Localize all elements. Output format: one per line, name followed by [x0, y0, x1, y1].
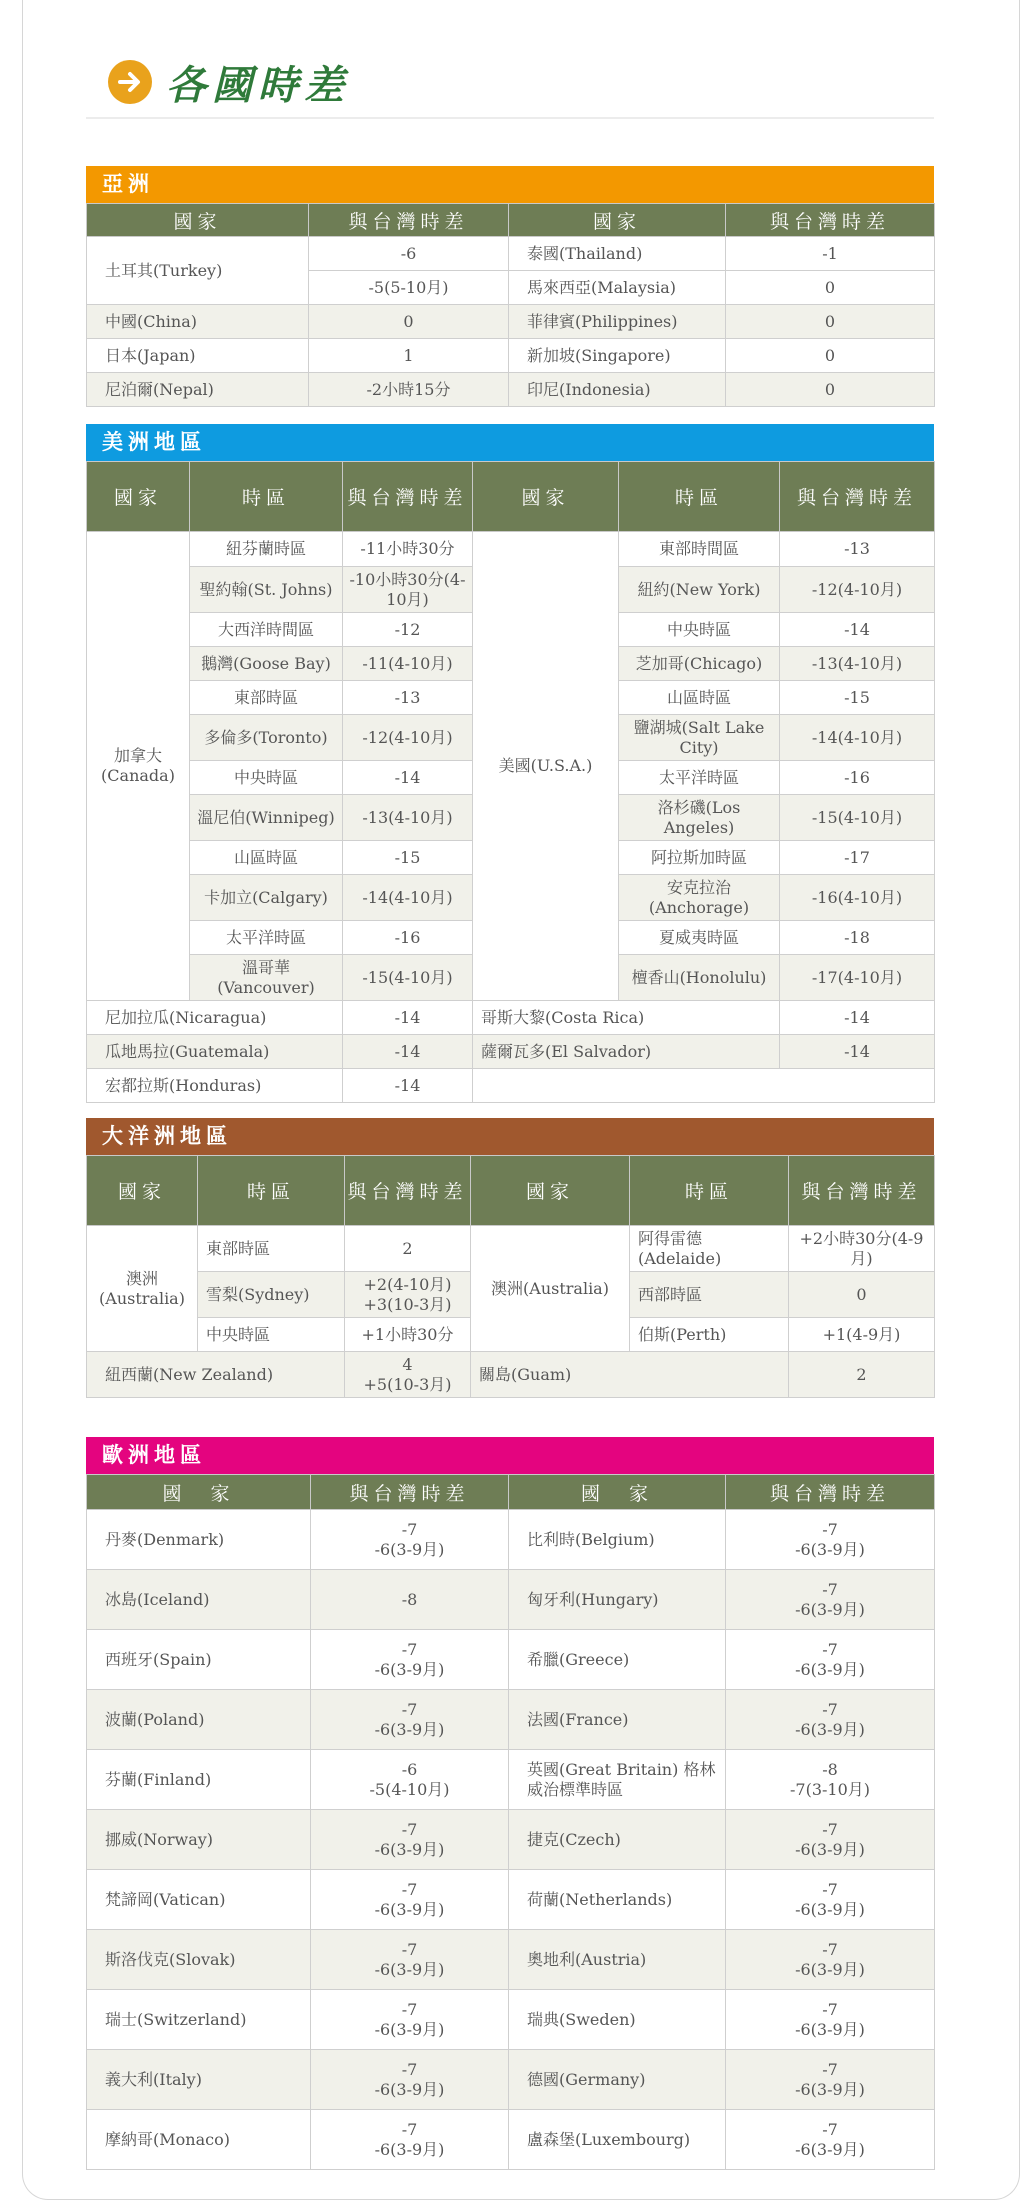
- zone-cell: 紐約(New York): [619, 567, 780, 613]
- table-row: [87, 1870, 935, 1930]
- diff-cell: [726, 1570, 935, 1630]
- table-row: [87, 2050, 935, 2110]
- zone-cell: 溫尼伯(Winnipeg): [190, 795, 343, 841]
- americas-section: [86, 424, 934, 1103]
- country-cell: 土耳其(Turkey): [87, 237, 309, 305]
- country-cell: 宏都拉斯(Honduras): [87, 1069, 343, 1103]
- page-title: 各國時差: [166, 62, 350, 109]
- zone-cell: 檀香山(Honolulu): [619, 955, 780, 1001]
- diff-cell: -12(4-10月): [780, 567, 935, 613]
- diff-cell: 0: [726, 271, 935, 305]
- diff-cell: -14: [780, 1001, 935, 1035]
- country-cell: 盧森堡(Luxembourg): [509, 2110, 726, 2170]
- zone-cell: 中央時區: [198, 1318, 345, 1352]
- title-divider: [86, 117, 934, 119]
- diff-cell: [726, 2050, 935, 2110]
- empty-cell: [473, 1069, 935, 1103]
- country-cell: 馬來西亞(Malaysia): [509, 271, 726, 305]
- zone-cell: 鹽湖城(Salt Lake City): [619, 715, 780, 761]
- country-cell: 奧地利(Austria): [509, 1930, 726, 1990]
- country-cell: 新加坡(Singapore): [509, 339, 726, 373]
- diff-cell: [311, 1570, 509, 1630]
- table-row: [87, 1930, 935, 1990]
- zone-cell: 溫哥華(Vancouver): [190, 955, 343, 1001]
- country-cell: 尼泊爾(Nepal): [87, 373, 309, 407]
- diff-cell: [311, 1630, 509, 1690]
- column-header: 與台灣時差: [309, 204, 509, 237]
- diff-line: 4: [402, 1354, 413, 1374]
- table-row: [87, 1069, 935, 1103]
- diff-cell: -15(4-10月): [343, 955, 473, 1001]
- diff-cell: [726, 1870, 935, 1930]
- diff-cell: -13: [780, 532, 935, 567]
- column-header: 國 家: [509, 1475, 726, 1510]
- country-cell: 哥斯大黎(Costa Rica): [473, 1001, 780, 1035]
- table-row: [87, 1226, 935, 1272]
- diff-cell: -1: [726, 237, 935, 271]
- country-cell-usa: 美國(U.S.A.): [473, 532, 619, 1001]
- diff-cell: [726, 2110, 935, 2170]
- zone-cell: 鵝灣(Goose Bay): [190, 647, 343, 681]
- zone-cell: 伯斯(Perth): [630, 1318, 789, 1352]
- diff-cell: -13(4-10月): [780, 647, 935, 681]
- diff-line: -6(3-9月): [795, 1599, 865, 1619]
- diff-cell: -15: [780, 681, 935, 715]
- country-cell: 關島(Guam): [471, 1352, 789, 1398]
- diff-line: -7: [822, 1639, 838, 1659]
- zone-cell: 中央時區: [190, 761, 343, 795]
- zone-cell: 芝加哥(Chicago): [619, 647, 780, 681]
- table-row: [87, 1352, 935, 1398]
- diff-cell: -14(4-10月): [343, 875, 473, 921]
- diff-cell: [726, 1630, 935, 1690]
- diff-cell: 0: [789, 1272, 935, 1318]
- column-header: 國家: [87, 204, 309, 237]
- diff-cell: +1(4-9月): [789, 1318, 935, 1352]
- diff-cell: [311, 1510, 509, 1570]
- diff-line: -6: [401, 1759, 418, 1779]
- europe-header: 歐洲地區: [86, 1437, 934, 1474]
- column-header: 時區: [630, 1156, 789, 1226]
- diff-cell: -17: [780, 841, 935, 875]
- table-row: [87, 1035, 935, 1069]
- diff-line: -6(3-9月): [374, 1839, 445, 1859]
- zone-cell: 多倫多(Toronto): [190, 715, 343, 761]
- diff-cell: +2(4-10月) +3(10-3月): [345, 1272, 471, 1318]
- oceania-section: [86, 1118, 934, 1398]
- country-cell: 德國(Germany): [509, 2050, 726, 2110]
- diff-line: -7: [822, 1699, 838, 1719]
- country-cell: 中國(China): [87, 305, 309, 339]
- zone-cell: 聖約翰(St. Johns): [190, 567, 343, 613]
- country-cell: 瑞典(Sweden): [509, 1990, 726, 2050]
- asia-header: 亞洲: [86, 166, 934, 203]
- column-header: 與台灣時差: [726, 1475, 935, 1510]
- table-row: [87, 1690, 935, 1750]
- zone-cell: 阿拉斯加時區: [619, 841, 780, 875]
- diff-cell: [311, 1870, 509, 1930]
- country-cell: 薩爾瓦多(El Salvador): [473, 1035, 780, 1069]
- americas-table: [86, 461, 935, 1103]
- diff-line: -7: [401, 2059, 418, 2079]
- diff-line: -6(3-9月): [795, 1539, 865, 1559]
- diff-line: -6(3-9月): [374, 1659, 445, 1679]
- table-row: [87, 2110, 935, 2170]
- diff-cell: 2: [789, 1352, 935, 1398]
- zone-cell: 雪梨(Sydney): [198, 1272, 345, 1318]
- diff-cell: [726, 1990, 935, 2050]
- zone-cell: 東部時間區: [619, 532, 780, 567]
- diff-line: -7: [822, 1939, 838, 1959]
- zone-cell: 山區時區: [190, 841, 343, 875]
- country-cell: 瑞士(Switzerland): [87, 1990, 311, 2050]
- country-cell: 冰島(Iceland): [87, 1570, 311, 1630]
- diff-line: -7: [822, 1999, 838, 2019]
- country-cell: 瓜地馬拉(Guatemala): [87, 1035, 343, 1069]
- diff-cell: -12(4-10月): [343, 715, 473, 761]
- table-row: [87, 1990, 935, 2050]
- zone-cell: 東部時區: [198, 1226, 345, 1272]
- column-header: 時區: [619, 462, 780, 532]
- diff-cell: -17(4-10月): [780, 955, 935, 1001]
- table-row: [87, 339, 935, 373]
- country-cell: 匈牙利(Hungary): [509, 1570, 726, 1630]
- diff-cell: -18: [780, 921, 935, 955]
- diff-line: -8: [822, 1759, 838, 1779]
- diff-cell: 0: [726, 339, 935, 373]
- oceania-table: [86, 1155, 935, 1398]
- country-cell: 義大利(Italy): [87, 2050, 311, 2110]
- diff-line: -7(3-10月): [789, 1779, 871, 1799]
- page-header: [108, 54, 350, 110]
- column-header: 國 家: [87, 1475, 311, 1510]
- diff-line: -6(3-9月): [795, 2019, 865, 2039]
- diff-cell: [726, 1750, 935, 1810]
- diff-line: -8: [401, 1589, 418, 1609]
- country-cell: 法國(France): [509, 1690, 726, 1750]
- diff-cell: [311, 1990, 509, 2050]
- column-header: 與台灣時差: [343, 462, 473, 532]
- zone-cell: 安克拉治(Anchorage): [619, 875, 780, 921]
- diff-line: -7: [822, 2059, 838, 2079]
- diff-cell: -5(5-10月): [309, 271, 509, 305]
- asia-table: [86, 203, 935, 407]
- diff-line: -6(3-9月): [795, 1899, 865, 1919]
- diff-line: +5(10-3月): [363, 1374, 452, 1394]
- country-cell: 荷蘭(Netherlands): [509, 1870, 726, 1930]
- diff-line: -7: [822, 2119, 838, 2139]
- column-header: 國家: [87, 462, 190, 532]
- diff-line: -6(3-9月): [795, 1959, 865, 1979]
- diff-cell: -14(4-10月): [780, 715, 935, 761]
- country-cell: 梵諦岡(Vatican): [87, 1870, 311, 1930]
- country-cell: 日本(Japan): [87, 339, 309, 373]
- country-cell: 摩納哥(Monaco): [87, 2110, 311, 2170]
- country-cell: 泰國(Thailand): [509, 237, 726, 271]
- diff-line: -7: [822, 1879, 838, 1899]
- diff-cell: -14: [343, 1069, 473, 1103]
- table-row: [87, 305, 935, 339]
- zone-cell: 洛杉磯(Los Angeles): [619, 795, 780, 841]
- country-cell: 希臘(Greece): [509, 1630, 726, 1690]
- diff-line: -7: [401, 1819, 418, 1839]
- diff-cell: +2小時30分(4-9月): [789, 1226, 935, 1272]
- diff-cell: -15(4-10月): [780, 795, 935, 841]
- diff-cell: -13: [343, 681, 473, 715]
- zone-cell: 太平洋時區: [619, 761, 780, 795]
- europe-section: [86, 1437, 934, 2170]
- table-row: [87, 1630, 935, 1690]
- diff-cell: -14: [343, 761, 473, 795]
- country-cell: 斯洛伐克(Slovak): [87, 1930, 311, 1990]
- diff-cell: 0: [726, 373, 935, 407]
- diff-cell: [726, 1690, 935, 1750]
- country-cell-australia: 澳洲(Australia): [471, 1226, 630, 1352]
- americas-header: 美洲地區: [86, 424, 934, 461]
- diff-line: -6(3-9月): [795, 2079, 865, 2099]
- diff-line: -6(3-9月): [795, 2139, 865, 2159]
- diff-cell: [726, 1510, 935, 1570]
- diff-cell: [311, 1930, 509, 1990]
- zone-cell: 卡加立(Calgary): [190, 875, 343, 921]
- country-cell: 挪威(Norway): [87, 1810, 311, 1870]
- diff-line: -6(3-9月): [374, 2079, 445, 2099]
- diff-line: -7: [401, 1999, 418, 2019]
- diff-cell: -14: [780, 613, 935, 647]
- diff-line: -7: [822, 1519, 838, 1539]
- column-header: 與台灣時差: [726, 204, 935, 237]
- diff-line: -6(3-9月): [374, 1539, 445, 1559]
- zone-cell: 中央時區: [619, 613, 780, 647]
- diff-line: -6(3-9月): [795, 1659, 865, 1679]
- country-cell: 捷克(Czech): [509, 1810, 726, 1870]
- country-cell: 英國(Great Britain) 格林威治標準時區: [509, 1750, 726, 1810]
- diff-cell: -12: [343, 613, 473, 647]
- diff-line: -6(3-9月): [795, 1719, 865, 1739]
- table-row: [87, 1001, 935, 1035]
- diff-cell: -13(4-10月): [343, 795, 473, 841]
- country-cell: 芬蘭(Finland): [87, 1750, 311, 1810]
- diff-cell: 2: [345, 1226, 471, 1272]
- diff-line: -5(4-10月): [369, 1779, 450, 1799]
- zone-cell: 夏威夷時區: [619, 921, 780, 955]
- diff-cell: [345, 1352, 471, 1398]
- column-header: 與台灣時差: [311, 1475, 509, 1510]
- table-row: [87, 1810, 935, 1870]
- diff-line: -7: [401, 1699, 418, 1719]
- column-header: 與台灣時差: [789, 1156, 935, 1226]
- diff-cell: [311, 2050, 509, 2110]
- diff-cell: -6: [309, 237, 509, 271]
- diff-line: -6(3-9月): [374, 1719, 445, 1739]
- diff-line: -7: [401, 1519, 418, 1539]
- diff-line: -6(3-9月): [795, 1839, 865, 1859]
- column-header: 與台灣時差: [345, 1156, 471, 1226]
- country-cell: 菲律賓(Philippines): [509, 305, 726, 339]
- asia-section: [86, 166, 934, 407]
- column-header: 國家: [87, 1156, 198, 1226]
- diff-cell: [311, 2110, 509, 2170]
- zone-cell: 大西洋時間區: [190, 613, 343, 647]
- diff-cell: [726, 1930, 935, 1990]
- table-row: [87, 1570, 935, 1630]
- diff-cell: 1: [309, 339, 509, 373]
- diff-line: -7: [401, 1639, 418, 1659]
- arrow-right-icon: [108, 60, 152, 104]
- column-header: 國家: [471, 1156, 630, 1226]
- europe-table: [86, 1474, 935, 2170]
- column-header: 國家: [473, 462, 619, 532]
- table-row: [87, 237, 935, 271]
- zone-cell: 西部時區: [630, 1272, 789, 1318]
- country-cell-canada: 加拿大(Canada): [87, 532, 190, 1001]
- diff-cell: -2小時15分: [309, 373, 509, 407]
- country-cell: 比利時(Belgium): [509, 1510, 726, 1570]
- zone-cell: 東部時區: [190, 681, 343, 715]
- oceania-header: 大洋洲地區: [86, 1118, 934, 1155]
- diff-line: -6(3-9月): [374, 2139, 445, 2159]
- diff-cell: 0: [726, 305, 935, 339]
- country-cell-australia: 澳洲(Australia): [87, 1226, 198, 1352]
- diff-line: -7: [401, 2119, 418, 2139]
- diff-line: -6(3-9月): [374, 2019, 445, 2039]
- diff-cell: -14: [343, 1001, 473, 1035]
- country-cell: 波蘭(Poland): [87, 1690, 311, 1750]
- diff-line: -6(3-9月): [374, 1899, 445, 1919]
- country-cell: 丹麥(Denmark): [87, 1510, 311, 1570]
- diff-cell: [311, 1750, 509, 1810]
- table-row: [87, 1750, 935, 1810]
- diff-cell: +1小時30分: [345, 1318, 471, 1352]
- column-header: 與台灣時差: [780, 462, 935, 532]
- diff-line: -7: [401, 1879, 418, 1899]
- table-row: [87, 1510, 935, 1570]
- diff-line: -6(3-9月): [374, 1959, 445, 1979]
- diff-cell: -16(4-10月): [780, 875, 935, 921]
- table-row: [87, 532, 935, 567]
- diff-cell: -16: [780, 761, 935, 795]
- country-cell: 紐西蘭(New Zealand): [87, 1352, 345, 1398]
- diff-cell: -16: [343, 921, 473, 955]
- diff-cell: 0: [309, 305, 509, 339]
- table-row: [87, 373, 935, 407]
- country-cell: 印尼(Indonesia): [509, 373, 726, 407]
- diff-cell: -10小時30分(4-10月): [343, 567, 473, 613]
- zone-cell: 太平洋時區: [190, 921, 343, 955]
- diff-cell: -15: [343, 841, 473, 875]
- column-header: 國家: [509, 204, 726, 237]
- diff-line: -7: [822, 1579, 838, 1599]
- diff-cell: [726, 1810, 935, 1870]
- country-cell: 尼加拉瓜(Nicaragua): [87, 1001, 343, 1035]
- diff-cell: -14: [343, 1035, 473, 1069]
- diff-line: -7: [822, 1819, 838, 1839]
- column-header: 時區: [198, 1156, 345, 1226]
- diff-cell: [311, 1690, 509, 1750]
- country-cell: 西班牙(Spain): [87, 1630, 311, 1690]
- zone-cell: 紐芬蘭時區: [190, 532, 343, 567]
- diff-cell: -11小時30分: [343, 532, 473, 567]
- diff-cell: -14: [780, 1035, 935, 1069]
- diff-cell: -11(4-10月): [343, 647, 473, 681]
- diff-cell: [311, 1810, 509, 1870]
- diff-line: -7: [401, 1939, 418, 1959]
- column-header: 時區: [190, 462, 343, 532]
- zone-cell: 阿得雷德(Adelaide): [630, 1226, 789, 1272]
- zone-cell: 山區時區: [619, 681, 780, 715]
